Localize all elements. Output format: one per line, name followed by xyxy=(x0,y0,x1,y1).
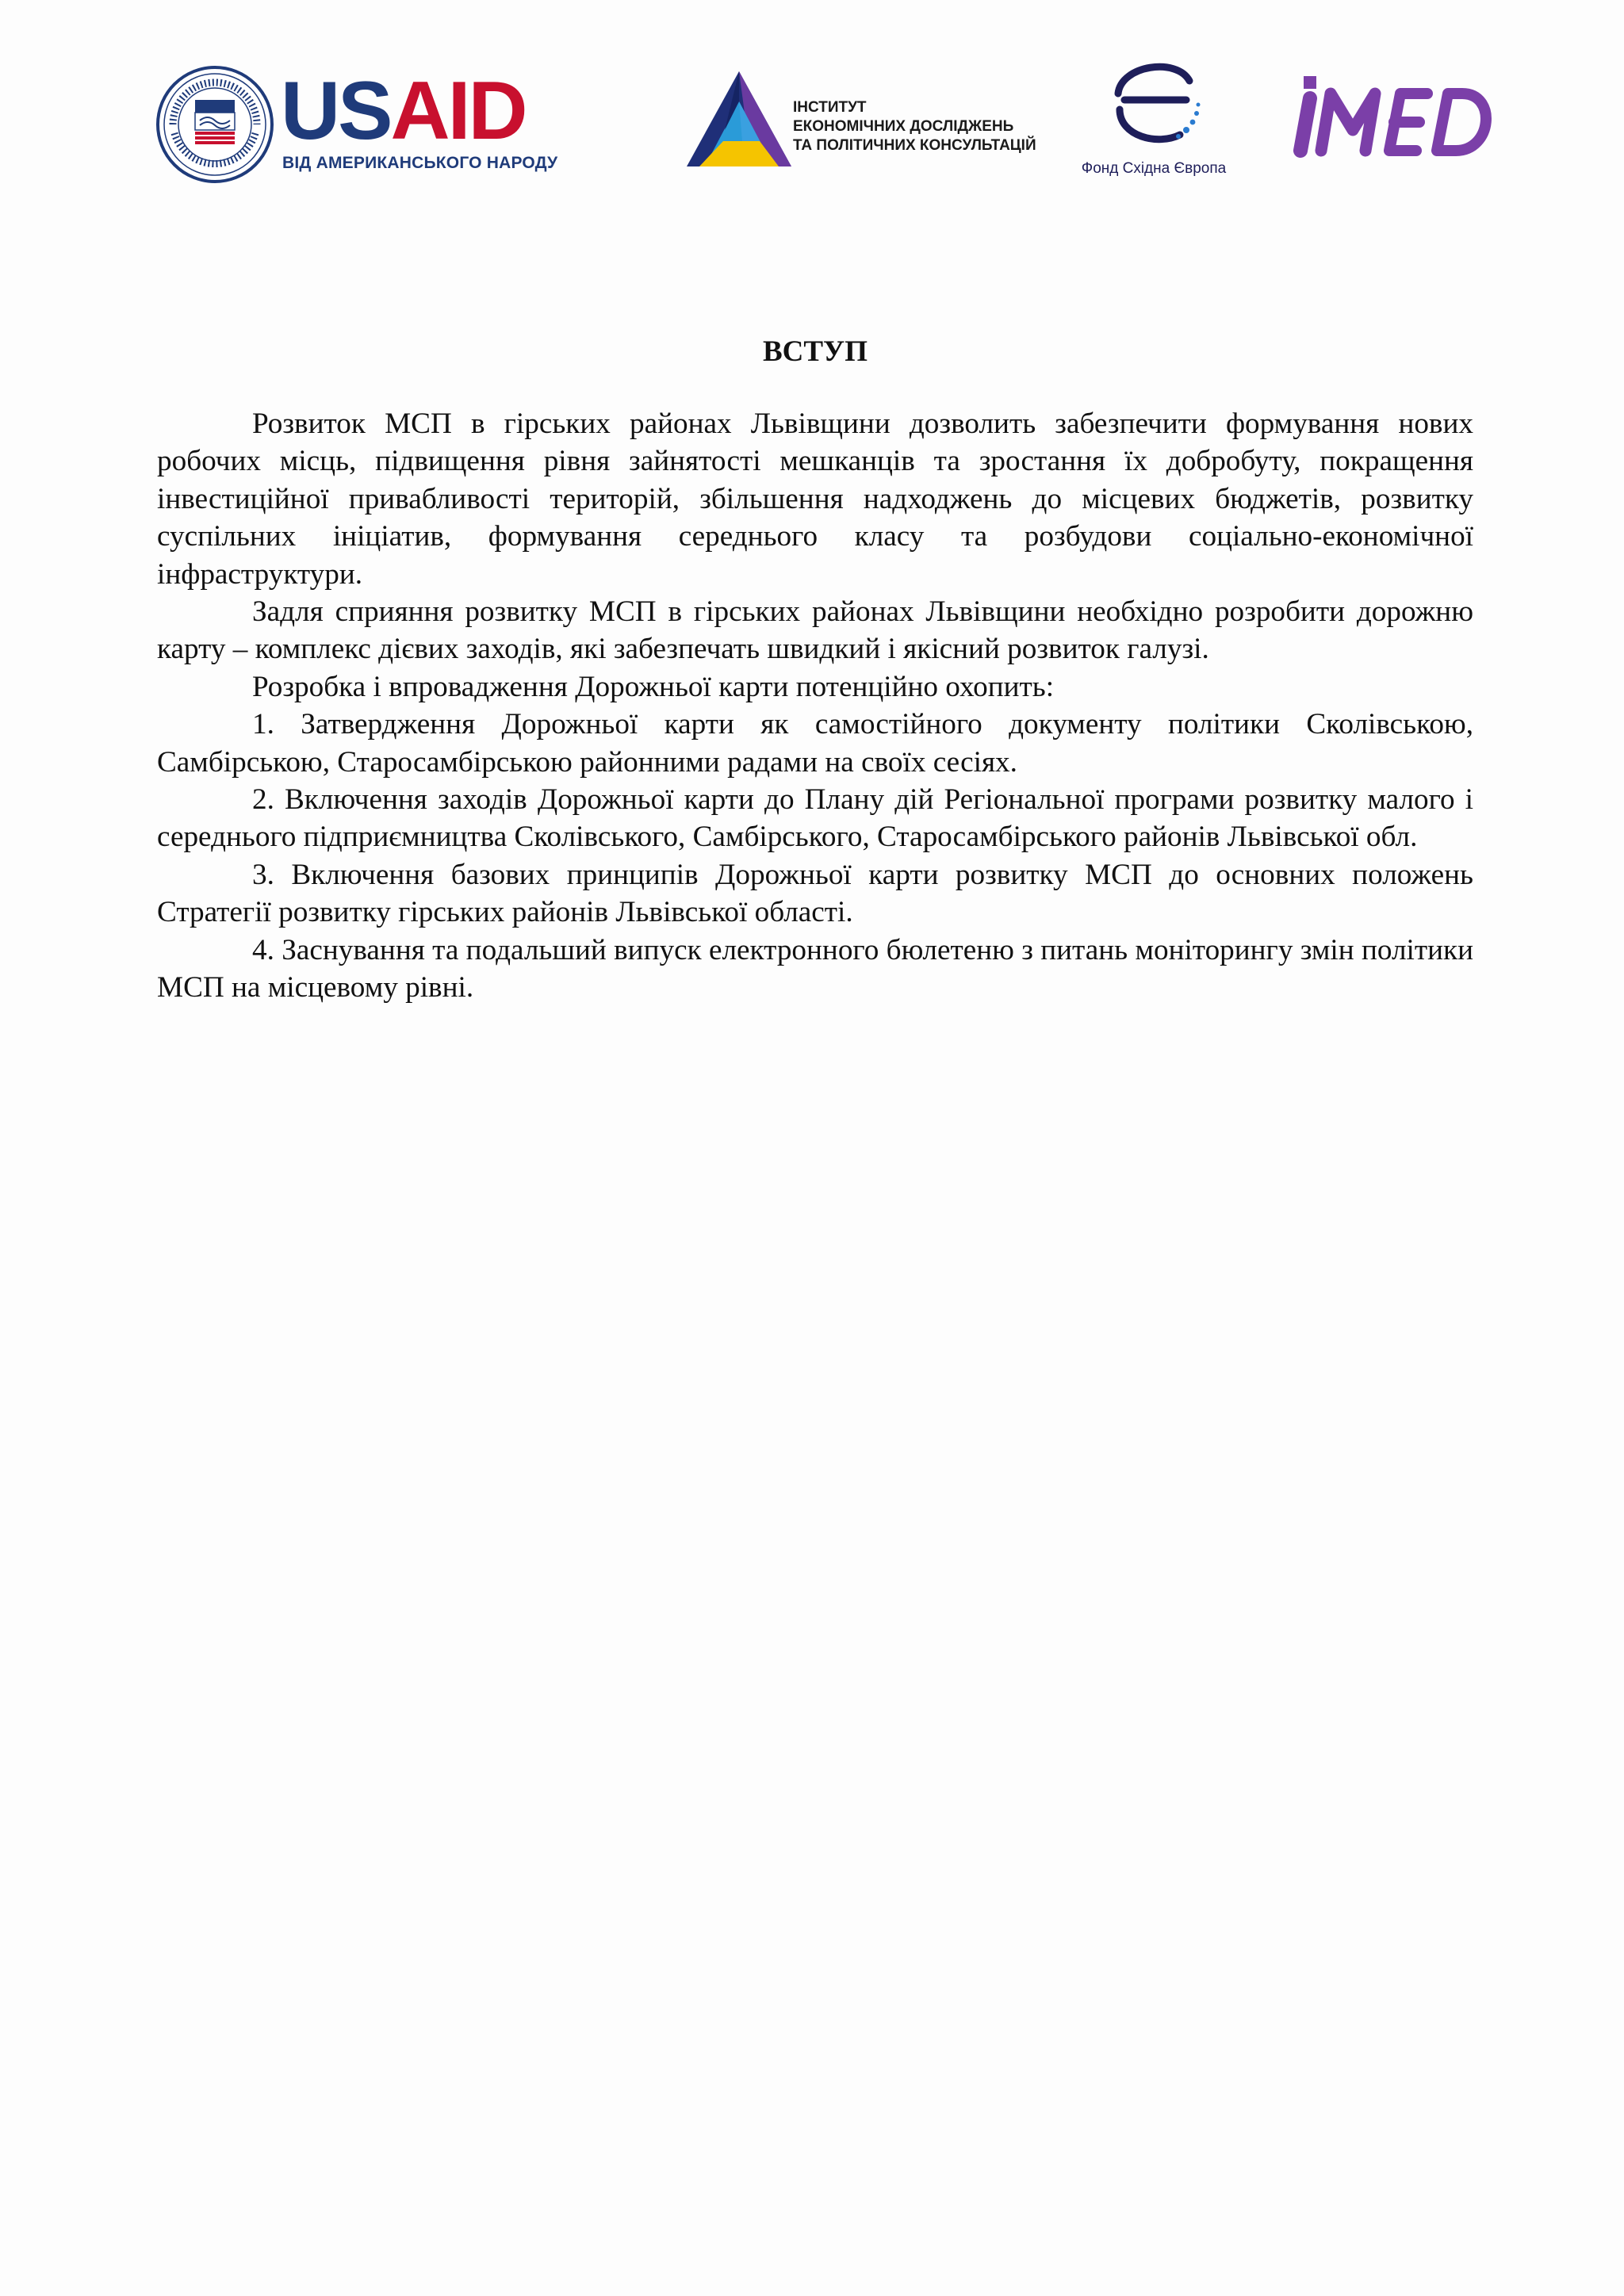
ier-name xyxy=(793,98,1036,155)
eef-orbit-icon xyxy=(1101,54,1202,149)
document-title: ВСТУП xyxy=(762,335,868,368)
intro-paragraph: Розвиток МСП в гірських районах Львівщини дозволить забезпечити формування нових робочих місць, підвищення рівня зайнятості мешканців та зростання їх добробуту, покращення інвестиційної привабливості територій, збільшення надходжень до місцевих бюджетів, розвитку суспільних ініціатив, формування середнього класу та розбудови соціально-економічної інфраструктури. xyxy=(157,408,1473,591)
ier-logo xyxy=(684,70,1036,173)
usaid-tagline: ВІД АМЕРИКАНСЬКОГО НАРОДУ xyxy=(282,154,558,172)
imed-logo-icon xyxy=(1293,62,1499,165)
ier-name-line: ТА ПОЛІТИЧНИХ КОНСУЛЬТАЦІЙ xyxy=(793,137,1036,154)
list-item: 1. Затвердження Дорожньої карти як самостійного документу політики Сколівською, Самбірською, Старосамбірською районними радами на своїх сесіях. xyxy=(157,708,1473,779)
list-item: 3. Включення базових принципів Дорожньої карти розвитку МСП до основних положень Стратегії розвитку гірських районів Львівської області. xyxy=(157,858,1473,929)
list-item: 4. Заснування та подальший випуск електронного бюлетеню з питань моніторингу змін політики МСП на місцевому рівні. xyxy=(157,933,1473,1004)
usaid-seal-icon xyxy=(155,65,274,184)
list-item: 2. Включення заходів Дорожньої карти до Плану дій Регіональної програми розвитку малого і середнього підприємництва Сколівського, Самбірського, Старосамбірського районів Львівської обл. xyxy=(157,783,1473,854)
intro-paragraph: Розробка і впровадження Дорожньої карти потенційно охопить: xyxy=(252,670,1055,703)
usaid-logo xyxy=(155,65,558,184)
eef-caption: Фонд Східна Європа xyxy=(1081,160,1227,177)
ier-triangle-icon xyxy=(684,70,795,168)
logo-header xyxy=(0,24,1624,182)
eef-logo xyxy=(1063,54,1245,189)
usaid-wordmark: USAID xyxy=(281,65,526,157)
document-body xyxy=(157,333,1473,1007)
ier-name-line: ЕКОНОМІЧНИХ ДОСЛІДЖЕНЬ xyxy=(793,118,1014,135)
intro-paragraph: Задля сприяння розвитку МСП в гірських районах Львівщини необхідно розробити дорожню карту – комплекс дієвих заходів, які забезпечать швидкий і якісний розвиток галузі. xyxy=(157,595,1473,666)
ier-name-line: ІНСТИТУТ xyxy=(793,99,867,116)
